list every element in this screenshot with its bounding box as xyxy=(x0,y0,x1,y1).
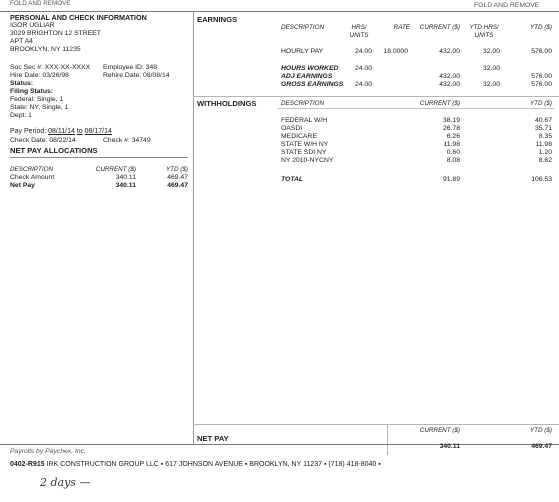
pay-period-to-word: to xyxy=(76,128,83,135)
handwritten-note: 2 days — xyxy=(40,476,91,489)
soc-sec: Soc Sec #: XXX-XX-XXXX xyxy=(10,64,91,71)
personal-info-title: PERSONAL AND CHECK INFORMATION xyxy=(10,13,147,22)
alloc-net-pay-desc: Net Pay xyxy=(10,182,35,189)
wh-row-current: 11.98 xyxy=(443,141,460,148)
pay-period-from: 08/11/14 xyxy=(48,128,75,135)
wh-row-desc: MEDICARE xyxy=(281,133,317,140)
wh-total-ytd: 106.53 xyxy=(531,176,552,183)
earn-row-hrs: 24.00 xyxy=(354,48,372,55)
gross-earnings-hrs: 24.00 xyxy=(354,81,372,88)
wh-row-ytd: 11.98 xyxy=(535,141,552,148)
dept: Dept: 1 xyxy=(10,112,32,119)
wh-row-current: 38.19 xyxy=(442,117,460,124)
gross-earnings-desc: GROSS EARNINGS xyxy=(281,81,344,88)
hours-worked-desc: HOURS WORKED xyxy=(281,65,339,72)
earn-header-hrs: HRS/ xyxy=(351,24,367,31)
pay-period xyxy=(10,128,112,135)
wh-header-description: DESCRIPTION xyxy=(281,100,325,107)
wh-total-label: TOTAL xyxy=(281,176,304,183)
wh-row-ytd: 1.20 xyxy=(538,149,552,156)
withholdings-title: WITHHOLDINGS xyxy=(197,99,257,108)
earnings-title: EARNINGS xyxy=(197,15,238,24)
bottom-divider xyxy=(0,444,559,445)
net-pay-title: NET PAY xyxy=(197,434,229,443)
gross-earnings-ytd: 576.00 xyxy=(531,81,552,88)
pay-period-label: Pay Period: xyxy=(10,128,47,135)
state-filing: State: NY, Single, 1 xyxy=(10,104,69,111)
earn-row-current: 432.00 xyxy=(439,48,460,55)
gross-earnings-ytd-hrs: 32.00 xyxy=(482,81,500,88)
alloc-net-pay-ytd: 469.47 xyxy=(167,182,188,189)
wh-row-current: 0.60 xyxy=(446,149,460,156)
wh-row-desc: STATE SDI NY xyxy=(281,149,327,156)
wh-row-current: 26.78 xyxy=(442,125,460,132)
net-pay-ytd-header: YTD ($) xyxy=(529,427,552,434)
address-city: BROOKLYN, NY 11235 xyxy=(10,46,81,53)
adj-earnings-desc: ADJ EARNINGS xyxy=(281,73,333,80)
wh-row-ytd: 35.71 xyxy=(534,125,552,132)
status-label: Status: xyxy=(10,80,34,87)
company-code: 0402-R915 xyxy=(10,461,45,468)
wh-row-desc: OASDI xyxy=(281,125,303,132)
address-line-2: APT A4 xyxy=(10,38,33,45)
wh-header-current: CURRENT ($) xyxy=(419,100,460,107)
earn-header-ytd: YTD ($) xyxy=(529,24,552,31)
wh-row-ytd: 8.35 xyxy=(538,133,552,140)
employee-name: IGOR UGLIAR xyxy=(10,22,55,29)
wh-row-desc: FEDERAL W/H xyxy=(281,117,328,124)
federal-filing: Federal: Single, 1 xyxy=(10,96,64,103)
net-pay-allocations-title: NET PAY ALLOCATIONS xyxy=(10,146,98,155)
alloc-row-desc: Check Amount xyxy=(10,174,55,181)
wh-row-current: 8.08 xyxy=(446,157,460,164)
pay-period-to: 08/17/14 xyxy=(84,128,112,135)
earn-header-ytd-units: UNITS xyxy=(474,32,494,39)
net-pay-current-header: CURRENT ($) xyxy=(419,427,460,434)
check-date: Check Date: 08/22/14 xyxy=(10,137,76,144)
hours-worked-ytd-hrs: 32.00 xyxy=(482,65,500,72)
top-divider xyxy=(0,11,559,12)
earn-row-ytd-hrs: 32.00 xyxy=(482,48,500,55)
filing-status-label: Filing Status: xyxy=(10,88,54,95)
earn-header-units: UNITS xyxy=(349,32,369,39)
wh-row-current: 6.26 xyxy=(446,133,460,140)
wh-row-ytd: 40.67 xyxy=(534,117,552,124)
earn-row-ytd: 576.00 xyxy=(531,48,552,55)
earn-header-current: CURRENT ($) xyxy=(419,24,460,31)
allocations-rule xyxy=(10,157,188,158)
company-line xyxy=(10,461,381,468)
hours-worked-hrs: 24.00 xyxy=(354,65,372,72)
rehire-date: Rehire Date: 08/08/14 xyxy=(103,72,170,79)
alloc-row-ytd: 469.47 xyxy=(167,174,188,181)
wh-total-current: 91.89 xyxy=(442,176,460,183)
wh-row-desc: STATE W/H NY xyxy=(281,141,329,148)
employee-id: Employee ID: 348 xyxy=(103,64,158,71)
fold-label-left: FOLD AND REMOVE xyxy=(10,0,71,7)
wh-header-ytd: YTD ($) xyxy=(529,100,552,107)
withholdings-header-rule xyxy=(278,108,554,109)
earn-header-rate: RATE xyxy=(393,24,410,31)
earn-header-ytd-hrs: YTD HRS/ xyxy=(469,24,499,31)
hire-date: Hire Date: 03/26/98 xyxy=(10,72,69,79)
earn-row-rate: 18.0000 xyxy=(383,48,408,55)
wh-row-ytd: 8.62 xyxy=(538,157,552,164)
net-pay-top-rule xyxy=(193,424,559,425)
earn-row-desc: HOURLY PAY xyxy=(281,48,324,55)
netpay-col-rule xyxy=(387,424,388,455)
column-divider xyxy=(193,11,194,444)
gross-earnings-current: 432.00 xyxy=(439,81,460,88)
net-pay-current: 340.11 xyxy=(439,443,460,450)
alloc-row-current: 340.11 xyxy=(115,174,136,181)
adj-earnings-current: 432.00 xyxy=(439,73,460,80)
alloc-header-description: DESCRIPTION xyxy=(10,166,54,173)
alloc-header-ytd: YTD ($) xyxy=(165,166,188,173)
net-pay-ytd: 469.47 xyxy=(531,443,552,450)
alloc-header-current: CURRENT ($) xyxy=(95,166,136,173)
earn-header-description: DESCRIPTION xyxy=(281,24,325,31)
check-number: Check #: 34749 xyxy=(103,137,151,144)
earnings-bottom-rule xyxy=(193,96,559,97)
wh-row-desc: NY 2010-NYCNY xyxy=(281,157,334,164)
company-address: IRK CONSTRUCTION GROUP LLC ▪ 617 JOHNSON AVENUE ▪ BROOKLYN, NY 11237 ▪ (718) 418-8040 ▪ xyxy=(46,461,381,468)
alloc-net-pay-current: 340.11 xyxy=(115,182,136,189)
adj-earnings-ytd: 576.00 xyxy=(531,73,552,80)
address-line-1: 3029 BRIGHTON 12 STREET xyxy=(10,30,101,37)
payroll-provider: Payrolls by Paychex, Inc. xyxy=(10,448,86,455)
fold-label-right: FOLD AND REMOVE xyxy=(474,2,540,9)
